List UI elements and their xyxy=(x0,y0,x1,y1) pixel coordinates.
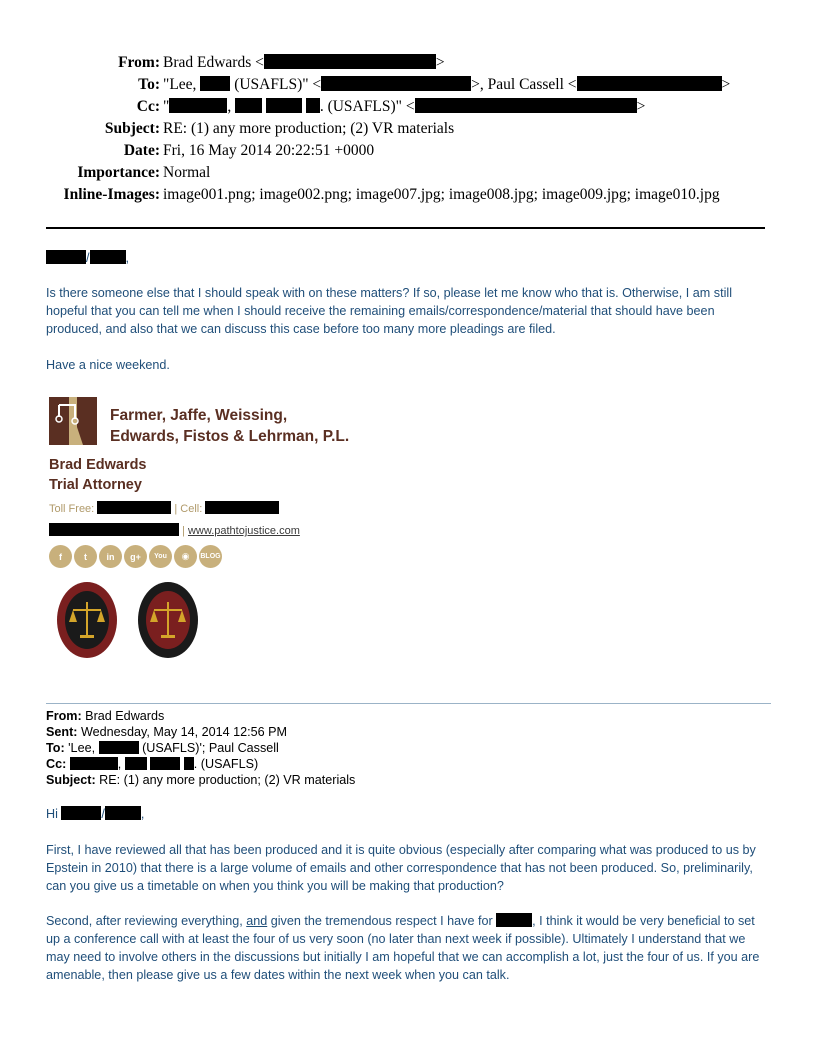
quoted-to-label: To: xyxy=(46,741,65,755)
to-part: > xyxy=(721,76,731,93)
header-importance-value: Normal xyxy=(163,164,211,181)
quoted-subject-row xyxy=(46,772,355,788)
social-icons-row xyxy=(49,545,222,568)
redaction-box xyxy=(415,98,637,113)
redaction-box xyxy=(266,98,302,113)
header-cc-label: Cc: xyxy=(136,98,160,115)
redaction-box xyxy=(150,757,180,770)
quoted-to-part: 'Lee, xyxy=(64,741,99,755)
quoted-cc-row xyxy=(46,756,355,772)
to-part: (USAFLS)" < xyxy=(230,76,322,93)
redaction-box xyxy=(184,757,194,770)
from-tail: > xyxy=(435,54,445,71)
googleplus-icon[interactable]: g+ xyxy=(124,545,147,568)
cc-part: . (USAFLS)" < xyxy=(319,98,415,115)
signature-phone-line xyxy=(49,501,279,515)
quoted-message-divider xyxy=(46,703,771,704)
firm-name xyxy=(110,405,349,447)
firm-logo xyxy=(49,397,97,445)
header-from-label: From: xyxy=(118,54,160,71)
redaction-box xyxy=(105,806,141,820)
header-to-label: To: xyxy=(138,76,160,93)
quoted-cc-part: , xyxy=(117,757,125,771)
quoted-to-row xyxy=(46,740,355,756)
header-subject-value: RE: (1) any more production; (2) VR materials xyxy=(163,120,455,137)
quoted-from-value: Brad Edwards xyxy=(81,709,165,723)
message-paragraph-1: Is there someone else that I should speak with on these matters? If so, please let me know who that is. Otherwise, I am still hopeful that you can tell me when I should receive the remaining emails/correspondence/material that should have been produced, and also that we can discuss this case before too many more pleadings are filed. xyxy=(46,286,732,336)
redaction-box xyxy=(577,76,722,91)
cc-part: , xyxy=(227,98,236,115)
signature-name-block xyxy=(49,455,147,495)
redaction-box xyxy=(496,913,532,927)
cell-label: | Cell: xyxy=(174,503,203,515)
redaction-box xyxy=(200,76,230,91)
twitter-icon[interactable]: t xyxy=(74,545,97,568)
signature-web-line xyxy=(49,523,300,537)
signature-title: Trial Attorney xyxy=(49,477,142,493)
quoted-p2-part: Second, after reviewing everything, xyxy=(46,914,247,928)
to-part: "Lee, xyxy=(163,76,201,93)
redaction-box xyxy=(205,501,279,514)
linkedin-icon[interactable]: in xyxy=(99,545,122,568)
location-icon[interactable]: ◉ xyxy=(174,545,197,568)
header-divider xyxy=(46,227,765,229)
quoted-from-row xyxy=(46,708,355,724)
from-name: Brad Edwards < xyxy=(163,54,264,71)
quoted-p2-part: given the tremendous respect I have for xyxy=(267,914,497,928)
header-date-value: Fri, 16 May 2014 20:22:51 +0000 xyxy=(163,142,375,159)
youtube-icon[interactable]: You xyxy=(149,545,172,568)
header-date-label: Date: xyxy=(123,142,160,159)
quoted-sent-value: Wednesday, May 14, 2014 12:56 PM xyxy=(77,725,288,739)
redaction-box xyxy=(49,523,179,536)
quoted-paragraph-1: First, I have reviewed all that has been produced and it is quite obvious (especially after comparing what was produced to us by Epstein in 2010) that there is a large volume of emails and other correspondence that has not been produced. So, preliminarily, can you give us a timetable on when you think you will be making that production? xyxy=(46,843,756,893)
toll-free-label: Toll Free: xyxy=(49,503,95,515)
multi-million-dollar-badge xyxy=(56,580,118,660)
firm-name-line-2: Edwards, Fistos & Lehrman, P.L. xyxy=(110,428,350,445)
redaction-box xyxy=(169,98,227,113)
pipe-separator: | xyxy=(182,525,185,537)
redaction-box xyxy=(306,98,320,113)
greeting-sep: / xyxy=(86,251,90,265)
quoted-from-label: From: xyxy=(46,709,82,723)
header-importance-label: Importance: xyxy=(77,164,160,181)
to-part: >, Paul Cassell < xyxy=(471,76,577,93)
header-inline-images-value: image001.png; image002.png; image007.jpg; image008.jpg; image009.jpg; image010.jpg xyxy=(163,186,720,203)
header-subject-label: Subject: xyxy=(104,120,160,137)
blog-icon[interactable]: BLOG xyxy=(199,545,222,568)
quoted-to-part: (USAFLS)'; Paul Cassell xyxy=(138,741,279,755)
firm-logo-icon xyxy=(49,397,97,445)
redaction-box xyxy=(46,250,86,264)
redaction-box xyxy=(70,757,118,770)
million-dollar-badge xyxy=(137,580,199,660)
quoted-greeting-sep: / xyxy=(101,807,105,821)
quoted-p2-and: and xyxy=(246,914,268,928)
header-to-value xyxy=(163,75,730,95)
quoted-header xyxy=(46,708,355,788)
quoted-cc-label: Cc: xyxy=(46,757,67,771)
million-badge-icon xyxy=(137,580,199,660)
quoted-sent-label: Sent: xyxy=(46,725,78,739)
quoted-greeting: Hi xyxy=(46,807,62,821)
quoted-subject-label: Subject: xyxy=(46,773,96,787)
redaction-box xyxy=(125,757,147,770)
greeting-line xyxy=(46,249,771,267)
signature-name: Brad Edwards xyxy=(49,457,147,473)
quoted-greeting-end: , xyxy=(140,807,145,821)
quoted-paragraph-2 xyxy=(46,912,771,984)
redaction-box xyxy=(264,54,436,69)
cc-part: " xyxy=(163,98,170,115)
website-link[interactable]: www.pathtojustice.com xyxy=(187,525,300,537)
redaction-box xyxy=(321,76,471,91)
redaction-box xyxy=(90,250,126,264)
header-inline-images-label: Inline-Images: xyxy=(63,186,160,203)
header-from-value xyxy=(163,53,445,73)
header-cc-value xyxy=(163,97,645,117)
redaction-box xyxy=(99,741,139,754)
quoted-sent-row xyxy=(46,724,355,740)
quoted-p2-part: , I think it would be very beneficial to set up a conference call with at least the four of us very soon (no later than next week if possible). Ultimately I understand that we may need to involve others in the discussions but initially I am hopeful that we can accomplish a lot, just the four of us. If you are amenable, then please give us a few dates within the next week when you can talk. xyxy=(46,914,760,982)
message-paragraph-2: Have a nice weekend. xyxy=(46,358,170,372)
facebook-icon[interactable]: f xyxy=(49,545,72,568)
quoted-cc-part: . (USAFLS) xyxy=(193,757,259,771)
quoted-greeting-line xyxy=(46,805,771,823)
firm-name-line-1: Farmer, Jaffe, Weissing, xyxy=(110,407,288,424)
quoted-subject-value: RE: (1) any more production; (2) VR materials xyxy=(95,773,356,787)
cc-part: > xyxy=(636,98,646,115)
redaction-box xyxy=(235,98,262,113)
redaction-box xyxy=(61,806,101,820)
redaction-box xyxy=(97,501,171,514)
greeting-end: , xyxy=(125,251,129,265)
multi-million-badge-icon xyxy=(56,580,118,660)
